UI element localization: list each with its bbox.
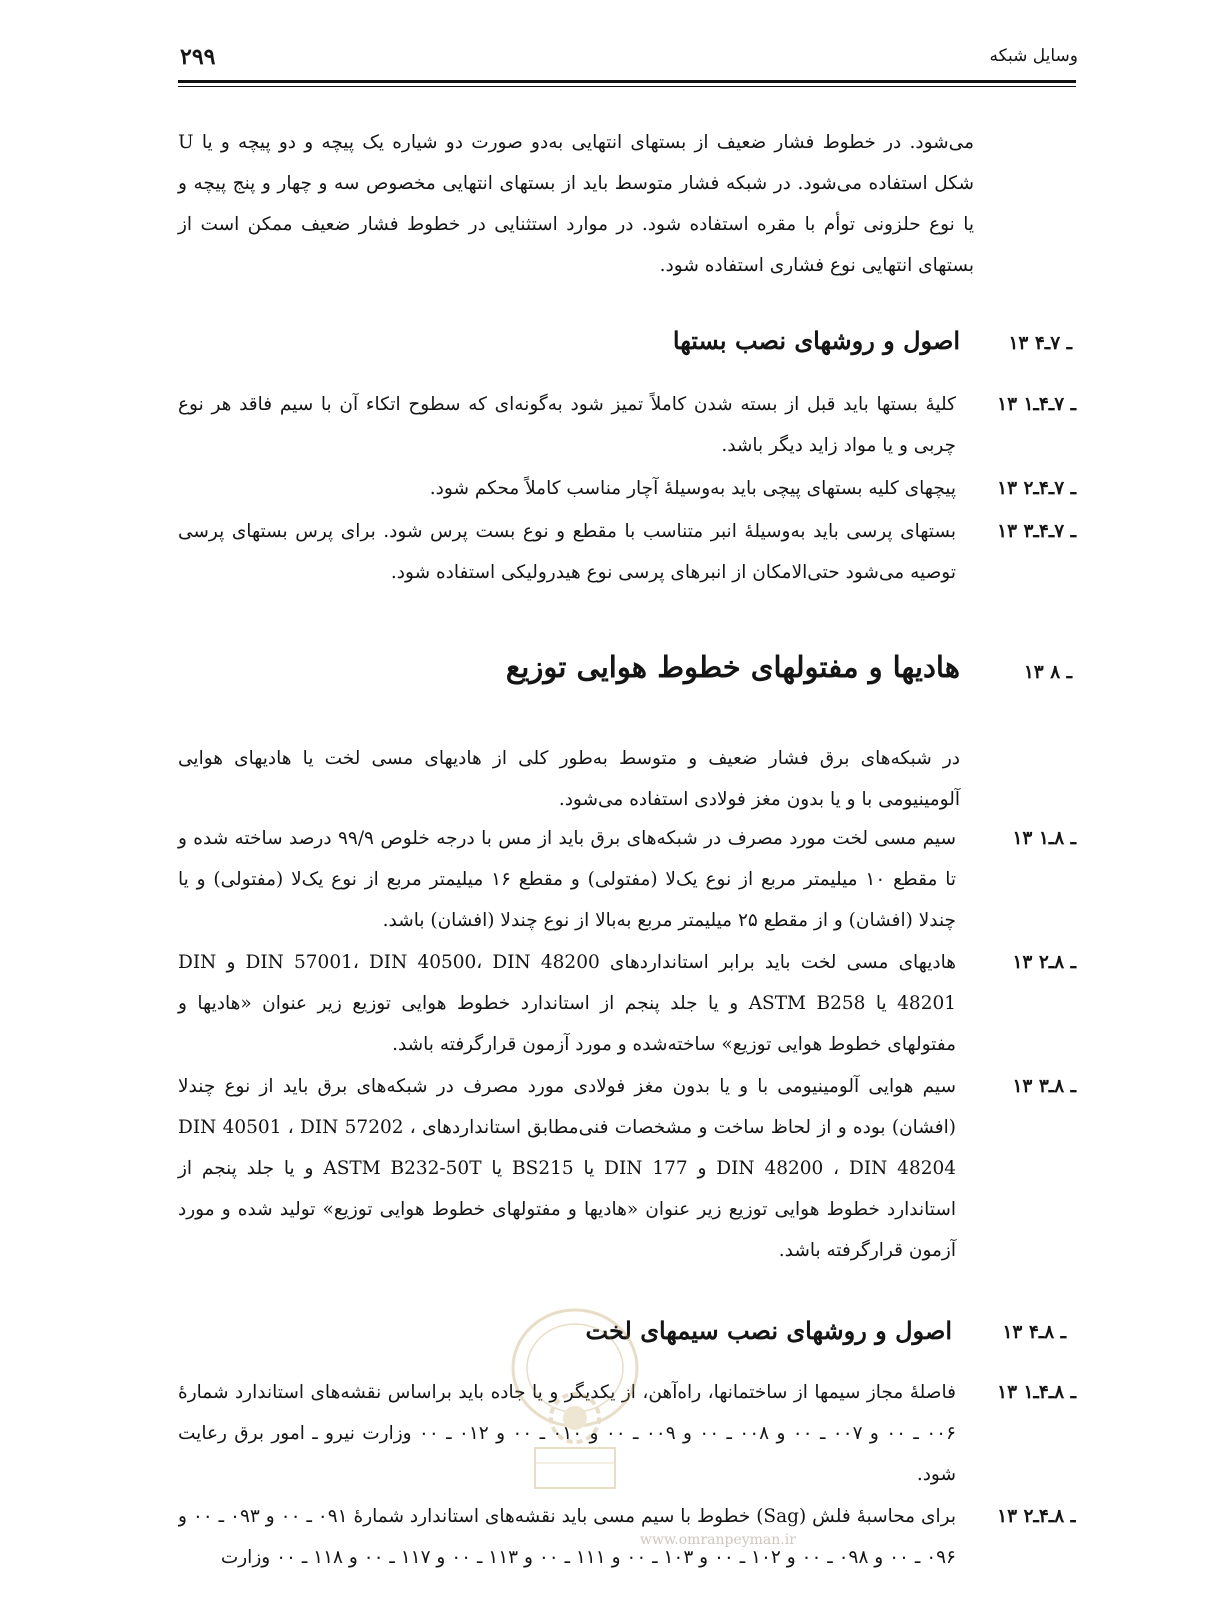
item-text: فاصلهٔ مجاز سیمها از ساختمانها، راه‌آهن، از یکدیگر و یا جاده باید براساس نقشه‌های استاندارد شمارهٔ ۰۰۶ ـ ۰۰ و ۰۰۷ ـ ۰۰ و ۰۰۸ ـ ۰۰ و ۰۰۹ ـ ۰۰ و ۰۱۰ ـ ۰۰ و ۰۱۲ ـ ۰۰ وزارت نیرو ـ امور برق رعایت شود. bbox=[178, 1382, 956, 1485]
running-title: وسایل شبکه bbox=[989, 46, 1078, 66]
item-number: ۱۳ ـ ۷ـ۴ـ۲ bbox=[997, 478, 1076, 499]
item-number: ۱۳ ـ ۸ـ۴ـ۲ bbox=[997, 1506, 1076, 1527]
page-number: ۲۹۹ bbox=[180, 44, 216, 70]
header-rule-thin bbox=[178, 86, 1076, 87]
item-text: برای محاسبهٔ فلش (Sag) خطوط با سیم مسی باید نقشه‌های استاندارد شمارهٔ ۰۹۱ ـ ۰۰ و ۰۹۳ ـ ۰۰ و ۰۹۶ ـ ۰۰ و ۰۹۸ ـ ۰۰ و ۱۰۲ ـ ۰۰ و ۱۰۳ ـ ۰۰ و ۱۱۱ ـ ۰۰ و ۱۱۳ ـ ۰۰ و ۱۱۷ ـ ۰۰ و ۱۱۸ ـ ۰۰ وزارت bbox=[178, 1506, 956, 1568]
page-header bbox=[178, 44, 1078, 74]
item-number: ۱۳ ـ ۸ـ۴ـ۱ bbox=[997, 1382, 1076, 1403]
section-number: ۱۳ ـ ۷ـ۴ bbox=[1008, 333, 1072, 354]
section-title: هادیها و مفتولهای خطوط هوایی توزیع bbox=[505, 650, 960, 684]
item-text: سیم هوایی آلومینیومی با و یا بدون مغز فولادی مورد مصرف در شبکه‌های برق باید از نوع چندلا (افشان) بوده و از لحاظ ساخت و مشخصات فنی‌مطابق استانداردهای DIN 40501 ، DIN 57202 ، DIN 48200 ، DIN 48204 و DIN 177 یا BS215 یا ASTM B232-50T و یا جلد پنجم از استاندارد خطوط هوایی توزیع زیر عنوان «هادیها و مفتولهای خطوط هوایی توزیع» تولید شده و مورد آزمون قرارگرفته باشد. bbox=[178, 1076, 957, 1261]
item-number: ۱۳ ـ ۸ـ۱ bbox=[1012, 828, 1076, 849]
item-number: ۱۳ ـ ۸ـ۲ bbox=[1012, 952, 1076, 973]
item-text: کلیهٔ بستها باید قبل از بسته شدن کاملاً تمیز شود به‌گونه‌ای که سطوح اتکاء آن با سیم فاقد هر نوع چربی و یا مواد زاید دیگر باشد. bbox=[178, 394, 956, 456]
list-item bbox=[178, 942, 1076, 1065]
item-text: هادیهای مسی لخت باید برابر استانداردهای DIN 57001، DIN 40500، DIN 48200 و DIN 48201 یا ASTM B258 و یا جلد پنجم از استاندارد خطوط هوایی توزیع زیر عنوان «هادیها و مفتولهای خطوط هوایی توزیع» ساخته‌شده و مورد آزمون قرارگرفته باشد. bbox=[178, 952, 957, 1055]
section-intro: در شبکه‌های برق فشار ضعیف و متوسط به‌طور کلی از هادیهای مسی لخت یا هادیهای هوایی آلومینیومی با و یا بدون مغز فولادی استفاده می‌شود. bbox=[178, 748, 960, 810]
section-title: اصول و روشهای نصب سیمهای لخت bbox=[585, 1316, 952, 1345]
section-title: اصول و روشهای نصب بستها bbox=[672, 326, 960, 355]
watermark-url: www.omranpeyman.ir bbox=[640, 1532, 796, 1548]
header-rule-thick bbox=[178, 80, 1076, 83]
item-number: ۱۳ ـ ۸ـ۳ bbox=[1012, 1076, 1076, 1097]
section-number: ۱۳ ـ ۸ bbox=[1023, 662, 1072, 683]
list-item bbox=[178, 1066, 1076, 1271]
intro-paragraph: می‌شود. در خطوط فشار ضعیف از بستهای انتهایی به‌دو صورت دو شیاره یک پیچه و دو پیچه و یا U شکل استفاده می‌شود. در شبکه فشار متوسط باید از بستهای انتهایی مخصوص سه و چهار و پنج پیچه و یا نوع حلزونی توأم با مقره استفاده شود. در موارد استثنایی در خطوط فشار ضعیف ممکن است از بستهای انتهایی نوع فشاری استفاده شود. bbox=[178, 132, 974, 276]
list-item bbox=[178, 468, 1076, 509]
item-number: ۱۳ ـ ۷ـ۴ـ۱ bbox=[997, 394, 1076, 415]
list-item bbox=[178, 818, 1076, 941]
item-text: پیچهای کلیه بستهای پیچی باید به‌وسیلهٔ آچار مناسب کاملاً محکم شود. bbox=[429, 478, 956, 499]
list-item bbox=[178, 511, 1076, 593]
section-number: ۱۳ ـ ۸ـ۴ bbox=[1002, 1322, 1066, 1343]
list-item bbox=[178, 1496, 1076, 1598]
item-number: ۱۳ ـ ۷ـ۴ـ۳ bbox=[997, 521, 1076, 542]
list-item bbox=[178, 1372, 1076, 1495]
item-text: سیم مسی لخت مورد مصرف در شبکه‌های برق باید از مس با درجه خلوص ۹۹/۹ درصد ساخته شده و تا مقطع ۱۰ میلیمتر مربع از نوع یک‌لا (مفتولی) و مقطع ۱۶ میلیمتر مربع از نوع یک‌لا (مفتولی) و یا چندلا (افشان) و از مقطع ۲۵ میلیمتر مربع به‌بالا از نوع چندلا (افشان) باشد. bbox=[178, 828, 956, 931]
list-item bbox=[178, 384, 1076, 466]
item-text: بستهای پرسی باید به‌وسیلهٔ انبر متناسب با مقطع و نوع بست پرس شود. برای پرس بستهای پرسی توصیه می‌شود حتی‌الامکان از انبرهای پرسی نوع هیدرولیکی استفاده شود. bbox=[178, 521, 956, 583]
